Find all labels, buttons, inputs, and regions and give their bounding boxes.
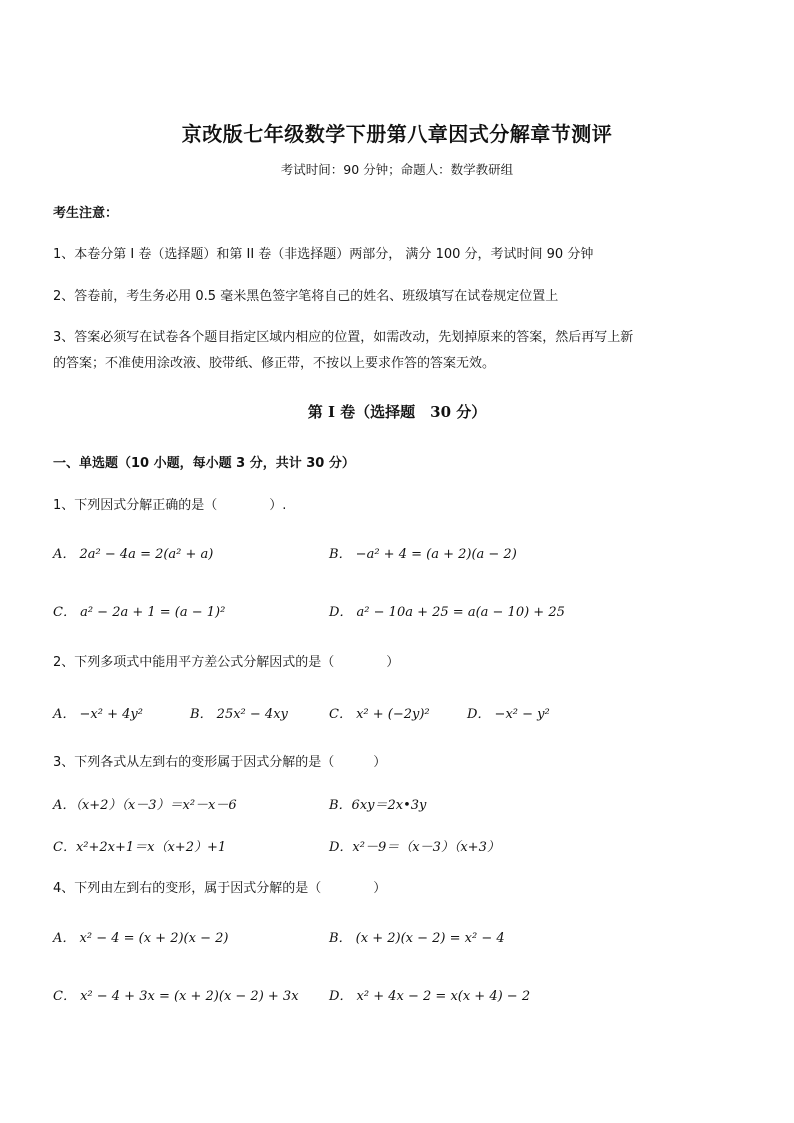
question-2-option-d: D． −x² − y² xyxy=(467,707,550,722)
question-4-option-d: D． x² + 4x − 2 = x(x + 4) − 2 xyxy=(329,989,531,1004)
question-1-option-a: A． 2a² − 4a = 2(a² + a) xyxy=(53,547,214,562)
question-1-option-b: B． −a² + 4 = (a + 2)(a − 2) xyxy=(329,547,517,562)
question-3-option-d: D．x²－9＝（x－3）（x+3） xyxy=(329,840,500,855)
question-2-stem: 2、下列多项式中能用平方差公式分解因式的是（ ） xyxy=(53,655,400,670)
question-4-option-a: A． x² − 4 = (x + 2)(x − 2) xyxy=(53,931,229,946)
notice-heading: 考生注意： xyxy=(53,206,119,221)
question-4-option-b: B． (x + 2)(x − 2) = x² − 4 xyxy=(329,931,505,946)
question-4-option-c: C． x² − 4 + 3x = (x + 2)(x − 2) + 3x xyxy=(53,989,299,1004)
question-1-stem: 1、下列因式分解正确的是（ ）. xyxy=(53,498,287,513)
part-title: 一、单选题（10 小题，每小题 3 分，共计 30 分） xyxy=(53,456,355,471)
question-2-option-b: B． 25x² − 4xy xyxy=(190,707,288,722)
question-3-option-a: A．（x+2）（x－3）＝x²－x－6 xyxy=(53,798,237,813)
question-3-option-c: C．x²+2x+1＝x（x+2）+1 xyxy=(53,840,227,855)
question-3-stem: 3、下列各式从左到右的变形属于因式分解的是（ ） xyxy=(53,755,387,770)
section-title: 第 I 卷（选择题 30 分） xyxy=(307,403,487,421)
question-3-option-b: B．6xy＝2x•3y xyxy=(329,798,427,813)
question-2-option-a: A． −x² + 4y² xyxy=(53,707,143,722)
question-2-option-c: C． x² + (−2y)² xyxy=(329,707,430,722)
notice-item-2: 2、答卷前，考生务必用 0.5 毫米黑色签字笔将自己的姓名、班级填写在试卷规定位置上 xyxy=(53,289,559,304)
exam-info: 考试时间：90 分钟；命题人：数学教研组 xyxy=(280,162,514,177)
question-1-option-c: C． a² − 2a + 1 = (a − 1)² xyxy=(53,605,226,620)
notice-item-3-continued: 的答案；不准使用涂改液、胶带纸、修正带，不按以上要求作答的答案无效。 xyxy=(53,356,496,371)
page-title: 京改版七年级数学下册第八章因式分解章节测评 xyxy=(181,122,613,146)
notice-item-1: 1、本卷分第 I 卷（选择题）和第 II 卷（非选择题）两部分， 满分 100 分，考试时间 90 分钟 xyxy=(53,247,594,262)
notice-item-3: 3、答案必须写在试卷各个题目指定区域内相应的位置，如需改动，先划掉原来的答案，然后再写上新 xyxy=(53,330,634,345)
question-4-stem: 4、下列由左到右的变形，属于因式分解的是（ ） xyxy=(53,881,387,896)
question-1-option-d: D． a² − 10a + 25 = a(a − 10) + 25 xyxy=(329,605,565,620)
